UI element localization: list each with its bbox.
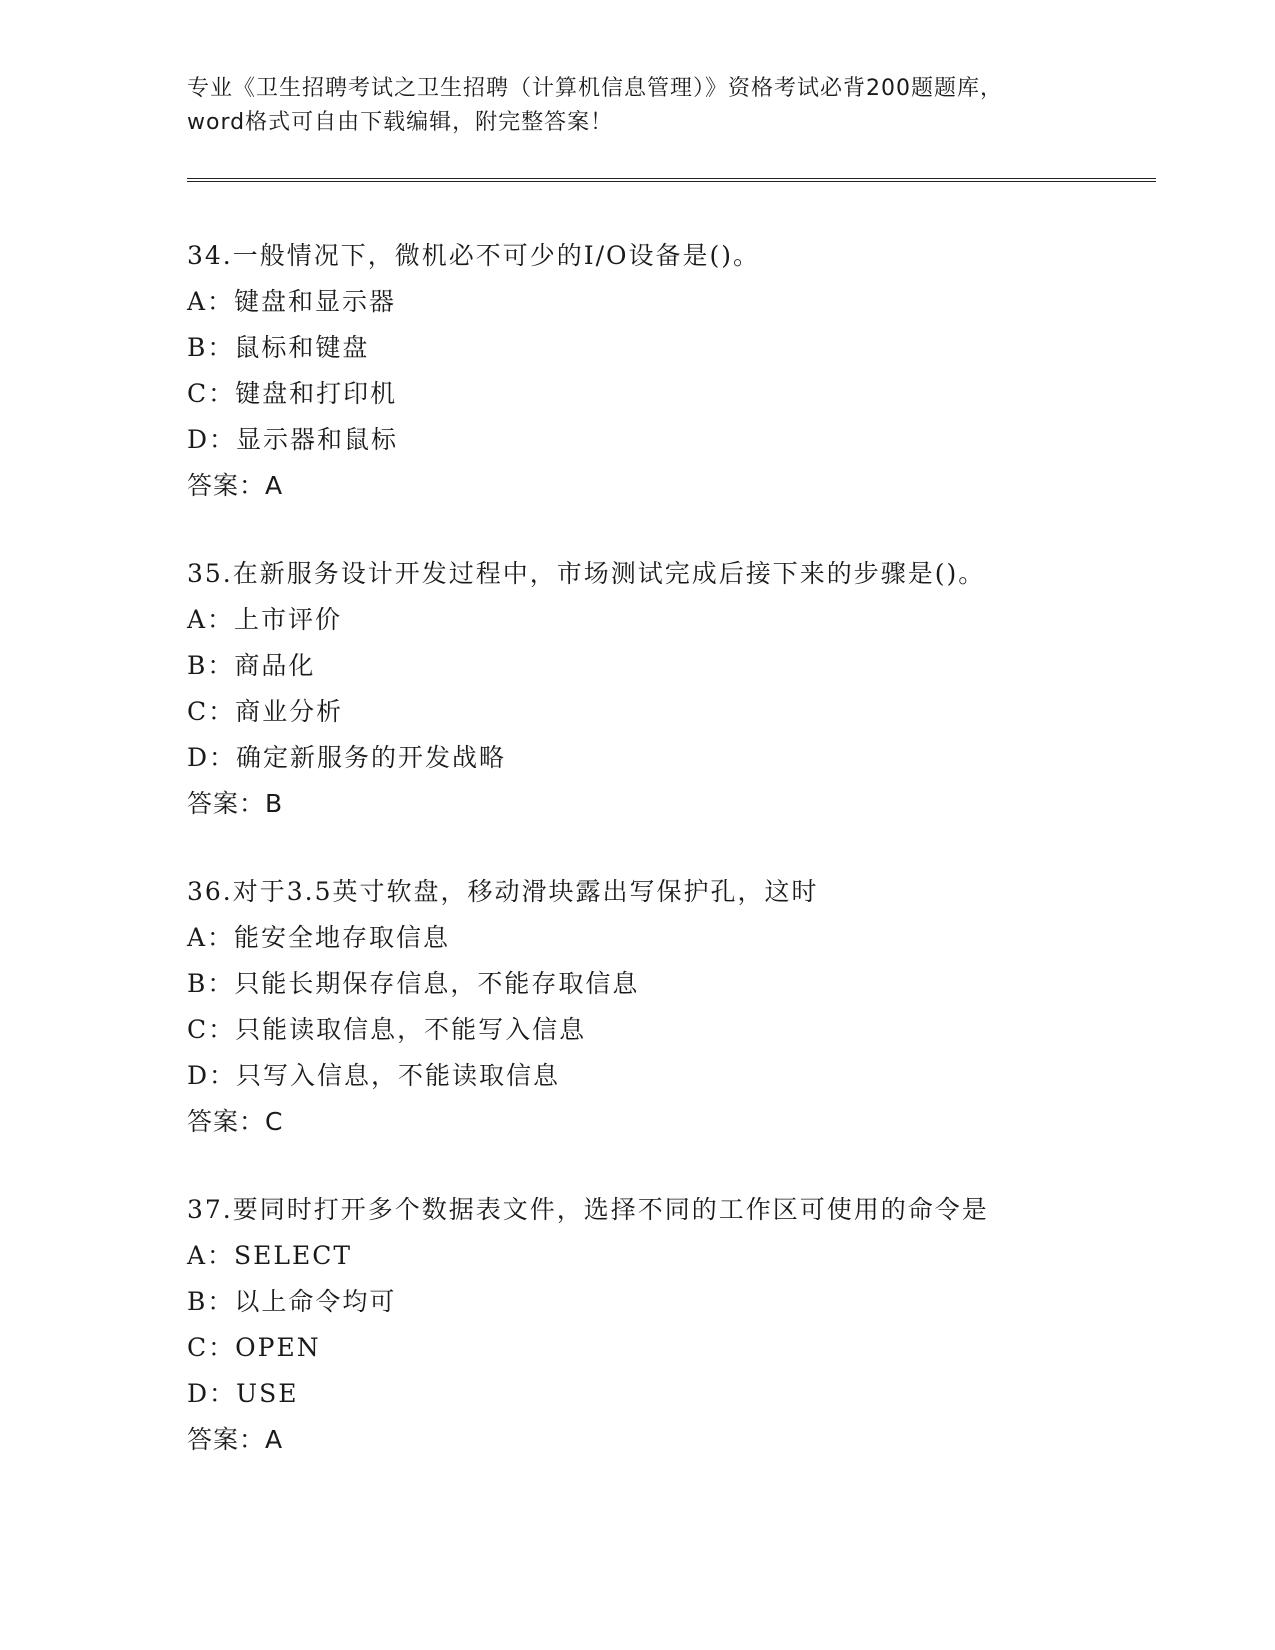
option-b: B：鼠标和键盘 bbox=[187, 333, 370, 362]
option-c: C：商业分析 bbox=[187, 697, 344, 726]
question-stem: 37.要同时打开多个数据表文件，选择不同的工作区可使用的命令是 bbox=[187, 1195, 989, 1224]
question-34 bbox=[187, 233, 1157, 509]
header-title-line-1: 专业《卫生招聘考试之卫生招聘（计算机信息管理）》资格考试必背200题题库， bbox=[187, 76, 1003, 101]
question-37 bbox=[187, 1187, 1157, 1463]
option-a: A：上市评价 bbox=[187, 605, 343, 634]
option-a: A：键盘和显示器 bbox=[187, 287, 397, 316]
answer: 答案：B bbox=[187, 789, 284, 818]
option-b: B：只能长期保存信息，不能存取信息 bbox=[187, 969, 640, 998]
option-d: D：只写入信息，不能读取信息 bbox=[187, 1061, 561, 1090]
question-stem: 36.对于3.5英寸软盘，移动滑块露出写保护孔，这时 bbox=[187, 877, 819, 906]
question-list bbox=[187, 233, 1157, 1505]
option-b: B：以上命令均可 bbox=[187, 1287, 397, 1316]
answer: 答案：A bbox=[187, 1425, 284, 1454]
question-stem: 34.一般情况下，微机必不可少的I/O设备是()。 bbox=[187, 241, 761, 270]
header-title-line-2: word格式可自由下载编辑，附完整答案！ bbox=[187, 110, 614, 135]
answer: 答案：C bbox=[187, 1107, 284, 1136]
option-a: A：能安全地存取信息 bbox=[187, 923, 451, 952]
question-36 bbox=[187, 869, 1157, 1145]
option-a: A：SELECT bbox=[187, 1241, 353, 1270]
option-d: D：显示器和鼠标 bbox=[187, 425, 399, 454]
option-d: D：确定新服务的开发战略 bbox=[187, 743, 507, 772]
document-header bbox=[187, 72, 1087, 140]
header-divider bbox=[187, 178, 1156, 182]
question-35 bbox=[187, 551, 1157, 827]
option-c: C：OPEN bbox=[187, 1333, 321, 1362]
option-b: B：商品化 bbox=[187, 651, 316, 680]
question-stem: 35.在新服务设计开发过程中，市场测试完成后接下来的步骤是()。 bbox=[187, 559, 986, 588]
answer: 答案：A bbox=[187, 471, 284, 500]
option-c: C：只能读取信息，不能写入信息 bbox=[187, 1015, 587, 1044]
option-c: C：键盘和打印机 bbox=[187, 379, 398, 408]
option-d: D：USE bbox=[187, 1379, 299, 1408]
